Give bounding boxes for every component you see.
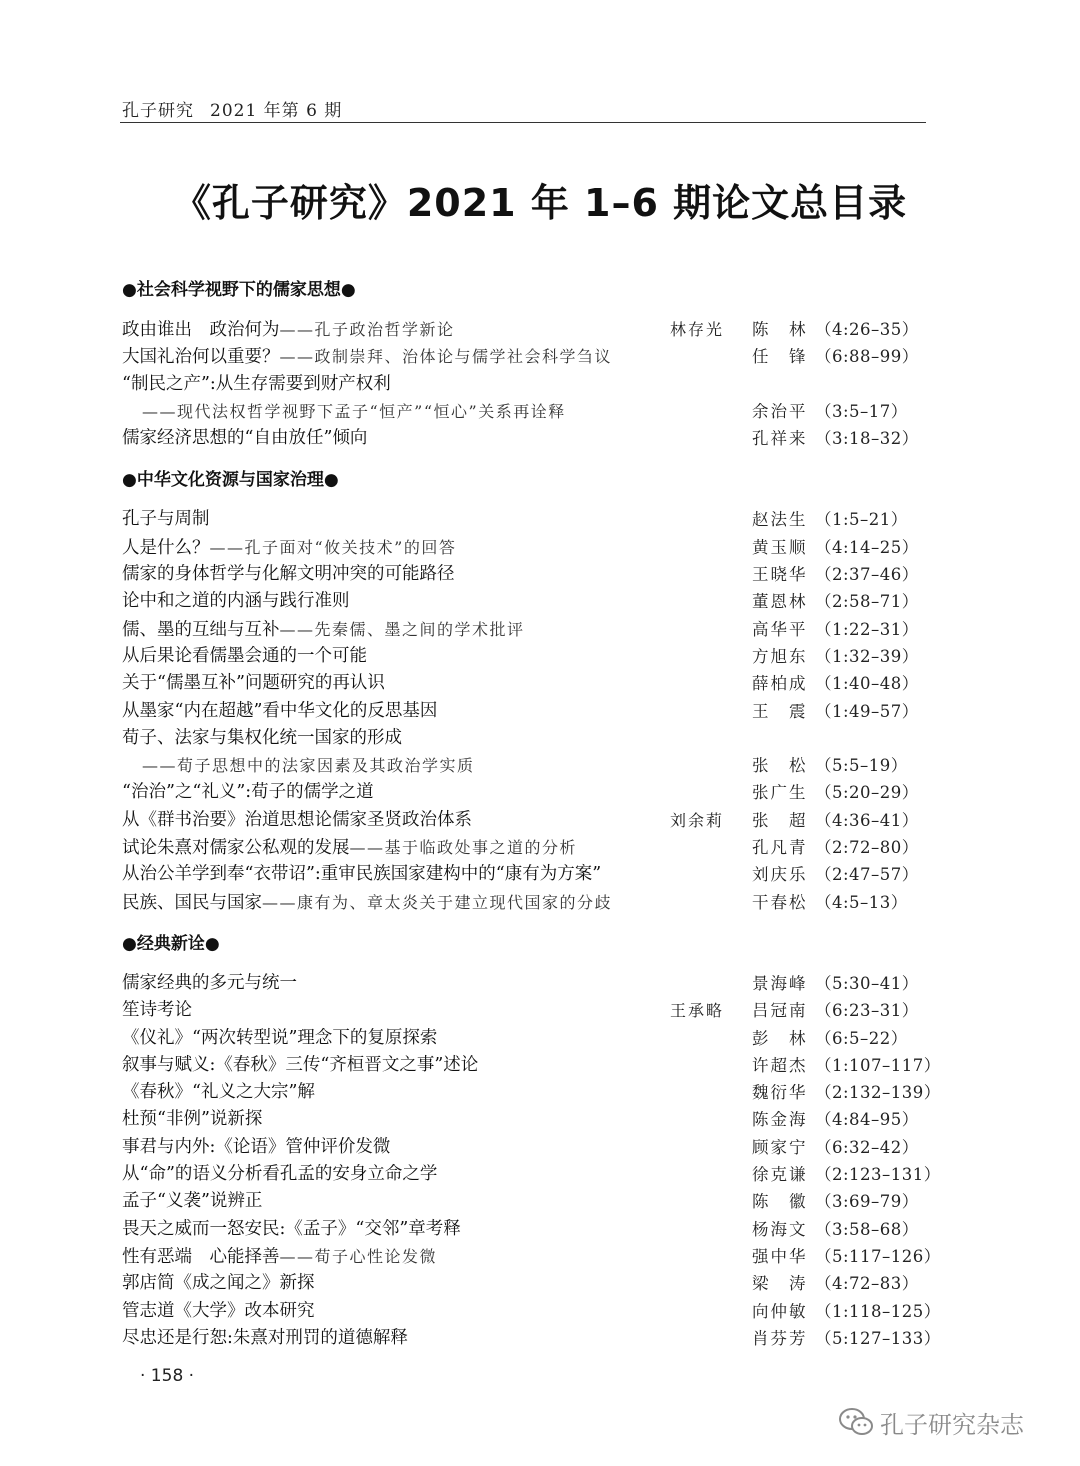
entry-subtitle: ——先秦儒、墨之间的学术批评 [279,619,525,639]
entry-reference: （6:5–22） [815,1028,908,1048]
toc-entry [122,1298,941,1325]
entry-title: 试论朱熹对儒家公私观的发展 [122,838,350,859]
watermark [838,1402,1024,1442]
toc-section [122,930,941,1352]
entry-author: 陈 林 [752,320,808,339]
entry-title: 杜预“非例”说新探 [122,1109,263,1130]
entry-title: “治治”之“礼义”:荀子的儒学之道 [122,782,374,803]
entry-coauthor: 林存光 [670,320,725,339]
entry-reference: （1:49–57） [815,701,919,721]
toc-entry [122,534,926,561]
entry-reference: （2:72–80） [815,838,919,858]
entry-reference: （1:40–48） [815,674,919,694]
entry-reference: （1:118–125） [815,1301,941,1321]
entry-title: 性有恶端 心能择善 [122,1246,280,1267]
toc-entry [122,1052,941,1079]
toc-entry [122,1188,926,1215]
issue-label: 2021 年第 6 期 [210,101,343,121]
entry-reference: （5:117–126） [815,1246,941,1266]
entry-reference: （4:36–41） [815,810,919,830]
entry-author: 梁 涛 [752,1274,808,1294]
entry-author: 王 震 [752,701,808,721]
toc-entry [122,670,926,697]
toc-entry [122,1243,941,1270]
toc-entry [122,970,926,997]
toc-entry [122,1134,926,1161]
entry-author: 强中华 [752,1246,808,1266]
section-heading: ●经典新诠● [122,933,220,954]
entry-subtitle: ——现代法权哲学视野下孟子“恒产”“恒心”关系再诠释 [142,401,566,421]
entry-subtitle: ——基于临政处事之道的分析 [349,838,578,858]
entry-title: 关于“儒墨互补”问题研究的再认识 [122,673,385,694]
entry-author: 余治平 [752,401,808,421]
entry-coauthor: 刘余莉 [670,810,725,830]
entry-reference: （3:5–17） [815,401,908,421]
toc-entry [122,1325,941,1352]
entry-author: 薛柏成 [752,674,808,694]
toc-entry [122,834,926,861]
entry-title: 从治公羊学到奉“衣带诏”:重审民族国家建构中的“康有为方案” [122,864,602,885]
entry-author: 干春松 [752,892,808,912]
entry-author: 赵法生 [752,510,808,530]
entry-reference: （6:32–42） [815,1137,919,1157]
entry-author: 许超杰 [752,1055,808,1075]
entry-title: 事君与内外:《论语》管仲评价发微 [122,1136,391,1157]
entry-title: 大国礼治何以重要？ [122,347,280,368]
toc-entry [122,997,926,1024]
entry-subtitle: ——康有为、章太炎关于建立现代国家的分歧 [262,892,613,912]
entry-reference: （1:5–21） [815,510,908,530]
entry-title: 政由谁出 政治何为 [122,320,280,340]
entry-reference: （5:5–19） [815,756,908,776]
entry-reference: （5:30–41） [815,973,919,993]
table-of-contents [122,276,941,1366]
entry-author: 景海峰 [752,973,808,993]
toc-entry [122,752,926,779]
entry-author: 王晓华 [752,565,808,585]
entry-title: 儒家经典的多元与统一 [122,972,297,993]
entry-reference: （4:72–83） [815,1274,919,1294]
toc-entry [122,1270,926,1297]
entry-title: 笙诗考论 [122,1000,192,1021]
entry-subtitle: ——政制崇拜、治体论与儒学社会科学刍议 [279,347,613,367]
entry-author: 张 松 [752,756,808,776]
entry-subtitle: ——孔子面对“攸关技术”的回答 [209,537,457,557]
header-rule [120,122,926,123]
toc-entry [122,1079,941,1106]
entry-subtitle: ——孔子政治哲学新论 [279,320,455,339]
entry-coauthor: 王承略 [670,1001,725,1021]
toc-entry [122,1216,926,1243]
section-heading: ●社会科学视野下的儒家思想● [122,280,356,300]
journal-name: 孔子研究 [122,101,194,121]
entry-title: 荀子、法家与集权化统一国家的形成 [122,727,402,748]
toc-entry [122,1106,926,1133]
entry-title: 《仪礼》“两次转型说”理念下的复原探索 [122,1027,438,1048]
entry-reference: （3:58–68） [815,1219,919,1239]
toc-entry [122,616,926,643]
entry-author: 陈金海 [752,1110,808,1130]
entry-title: 论中和之道的内涵与践行准则 [122,591,350,612]
entry-author: 方旭东 [752,646,808,666]
page-title: 《孔子研究》2021 年 1–6 期论文总目录 [172,181,908,225]
entry-reference: （2:47–57） [815,865,919,885]
entry-author: 董恩林 [752,592,808,612]
entry-author: 刘庆乐 [752,865,808,885]
entry-reference: （6:88–99） [815,347,919,367]
entry-author: 向仲敏 [752,1301,808,1321]
entry-subtitle: ——荀子思想中的法家因素及其政治学实质 [142,756,475,776]
toc-entry [122,698,926,725]
toc-entry [122,779,926,806]
toc-entry [122,807,926,834]
entry-author: 肖芬芳 [752,1328,808,1348]
entry-author: 孔祥来 [752,429,808,449]
toc-entry [122,425,926,452]
entry-author: 魏衍华 [752,1083,808,1103]
entry-title: 民族、国民与国家 [122,892,262,913]
entry-title: 从后果论看儒墨会通的一个可能 [122,645,367,666]
page-number: · 158 · [140,1366,195,1386]
entry-reference: （4:84–95） [815,1110,919,1130]
section-heading: ●中华文化资源与国家治理● [122,470,339,491]
entry-title: 从《群书治要》治道思想论儒家圣贤政治体系 [122,809,472,830]
entry-reference: （1:32–39） [815,646,919,666]
entry-reference: （4:26–35） [815,320,919,339]
entry-title: 管志道《大学》改本研究 [122,1300,315,1321]
entry-title: 孟子“义袭”说辨正 [122,1191,263,1212]
entry-title: 儒家的身体哲学与化解文明冲突的可能路径 [122,564,455,585]
entry-reference: （6:23–31） [815,1001,919,1021]
toc-entry [122,889,926,916]
wechat-icon [838,1407,874,1437]
toc-entry [122,371,926,398]
entry-title: 《春秋》“礼义之大宗”解 [122,1082,315,1103]
entry-author: 张 超 [752,810,808,830]
entry-author: 杨海文 [752,1219,808,1239]
entry-title: 人是什么？ [122,537,210,558]
toc-entry [122,643,926,670]
toc-entry [122,1161,941,1188]
entry-title: 从“命”的语义分析看孔孟的安身立命之学 [122,1164,438,1185]
running-header [122,96,342,121]
toc-entry [122,398,926,425]
entry-author: 任 锋 [752,347,808,367]
toc-entry [122,588,926,615]
toc-entry [122,561,926,588]
entry-reference: （1:107–117） [815,1055,941,1075]
entry-author: 张广生 [752,783,808,803]
entry-subtitle: ——荀子心性论发微 [279,1246,438,1266]
entry-title: 尽忠还是行恕:朱熹对刑罚的道德解释 [122,1327,408,1348]
entry-reference: （4:14–25） [815,537,919,557]
toc-entry [122,506,926,533]
toc-entry [122,316,926,343]
entry-reference: （2:123–131） [815,1165,941,1185]
toc-entry [122,861,926,888]
entry-author: 黄玉顺 [752,537,808,557]
toc-section [122,466,926,915]
entry-reference: （3:18–32） [815,429,919,449]
toc-entry [122,1025,926,1052]
entry-author: 吕冠南 [752,1001,808,1021]
entry-author: 徐克谦 [752,1165,808,1185]
entry-author: 彭 林 [752,1028,808,1048]
entry-reference: （5:127–133） [815,1328,941,1348]
entry-author: 孔凡青 [752,838,808,858]
entry-title: 儒、墨的互绌与互补 [122,619,280,640]
toc-entry [122,725,926,752]
entry-reference: （2:58–71） [815,592,919,612]
entry-reference: （3:69–79） [815,1192,919,1212]
entry-reference: （4:5–13） [815,892,908,912]
entry-title: “制民之产”:从生存需要到财产权利 [122,373,391,394]
entry-reference: （1:22–31） [815,619,919,639]
watermark-text: 孔子研究杂志 [880,1410,1024,1439]
entry-title: 儒家经济思想的“自由放任”倾向 [122,428,368,449]
entry-title: 从墨家“内在超越”看中华文化的反思基因 [122,700,438,721]
entry-reference: （2:132–139） [815,1083,941,1103]
entry-reference: （5:20–29） [815,783,919,803]
entry-title: 畏天之威而一怒安民:《孟子》“交邻”章考释 [122,1218,461,1239]
entry-reference: （2:37–46） [815,565,919,585]
entry-title: 叙事与赋义:《春秋》三传“齐桓晋文之事”述论 [122,1054,479,1075]
entry-author: 高华平 [752,619,808,639]
entry-author: 顾家宁 [752,1137,808,1157]
toc-section [122,276,926,452]
entry-title: 郭店简《成之闻之》新探 [122,1273,315,1294]
toc-entry [122,343,926,370]
entry-author: 陈 徽 [752,1192,808,1212]
entry-title: 孔子与周制 [122,509,210,530]
